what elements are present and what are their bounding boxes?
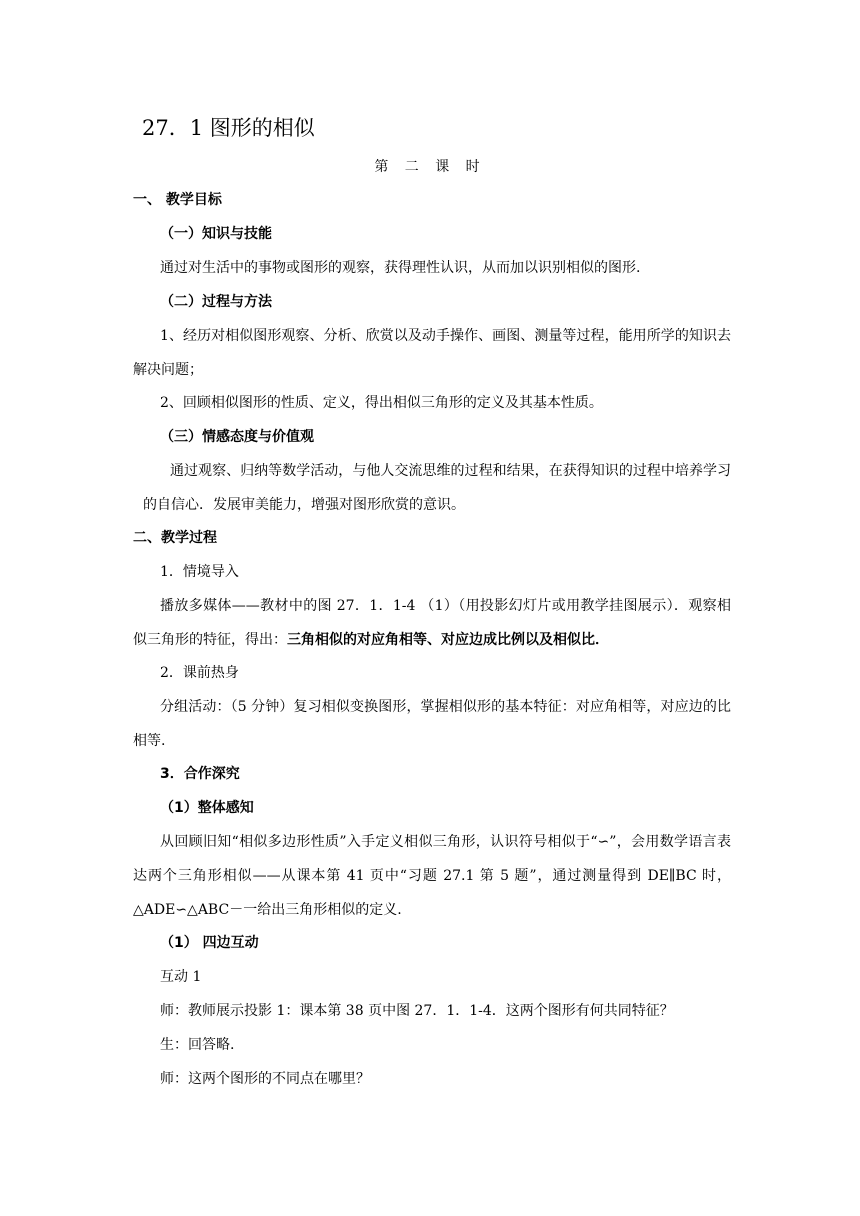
- teacher-line-1: 师：教师展示投影 1：课本第 38 页中图 27．1．1-4．这两个图形有何共同特征？: [160, 1003, 674, 1019]
- step-warmup-heading: 2．课前热身: [160, 665, 239, 681]
- step-intro-heading: 1．情境导入: [160, 564, 239, 580]
- step-cooperate-heading: 3．合作深究: [160, 766, 240, 782]
- subheading-interaction: （1） 四边互动: [160, 935, 259, 951]
- paragraph-attitude: 通过观察、归纳等数学活动，与他人交流思维的过程和结果，在获得知识的过程中培养学习的自信心．发展审美能力，增强对图形欣赏的意识。: [143, 463, 731, 513]
- subheading-process: （二）过程与方法: [160, 294, 272, 310]
- lesson-label: 第 二 课 时: [374, 159, 486, 175]
- paragraph-process-2: 2、回顾相似图形的性质、定义，得出相似三角形的定义及其基本性质。: [160, 395, 603, 411]
- intro-text: 播放多媒体——教材中的图 27．1．1-4 （1）（用投影幻灯片或用教学挂图展示）．观察相似三角形的特征，得出：: [133, 598, 731, 648]
- section-heading-process: 二、教学过程: [133, 530, 217, 546]
- document-title: 27．1 图形的相似: [142, 116, 315, 140]
- paragraph-overall: 从回顾旧知“相似多边形性质”入手定义相似三角形，认识符号相似于“∽”，会用数学语言表达两个三角形相似——从课本第 41 页中“习题 27.1 第 5 题”，通过测量得到 DE∥BC 时， △ADE∽△ABC－一给出三角形相似的定义.: [133, 834, 731, 918]
- paragraph-knowledge: 通过对生活中的事物或图形的观察，获得理性认识，从而加以识别相似的图形.: [160, 260, 641, 276]
- subheading-knowledge: （一）知识与技能: [160, 226, 272, 242]
- subheading-attitude: （三）情感态度与价值观: [160, 429, 314, 445]
- section-heading-objectives: 一、 教学目标: [133, 192, 222, 208]
- paragraph-intro: [133, 589, 731, 657]
- subheading-overall: （1）整体感知: [160, 800, 254, 816]
- paragraph-warmup: 分组活动：（5 分钟）复习相似变换图形，掌握相似形的基本特征：对应角相等，对应边的比相等.: [133, 699, 731, 749]
- intro-bold-conclusion: 三角相似的对应角相等、对应边成比例以及相似比．: [287, 632, 609, 648]
- interaction-1-label: 互动 1: [160, 969, 202, 985]
- paragraph-process-1: 1、经历对相似图形观察、分析、欣赏以及动手操作、画图、测量等过程，能用所学的知识去解决问题；: [133, 328, 731, 378]
- student-line-1: 生：回答略.: [160, 1037, 235, 1053]
- teacher-line-2: 师：这两个图形的不同点在哪里？: [160, 1071, 370, 1087]
